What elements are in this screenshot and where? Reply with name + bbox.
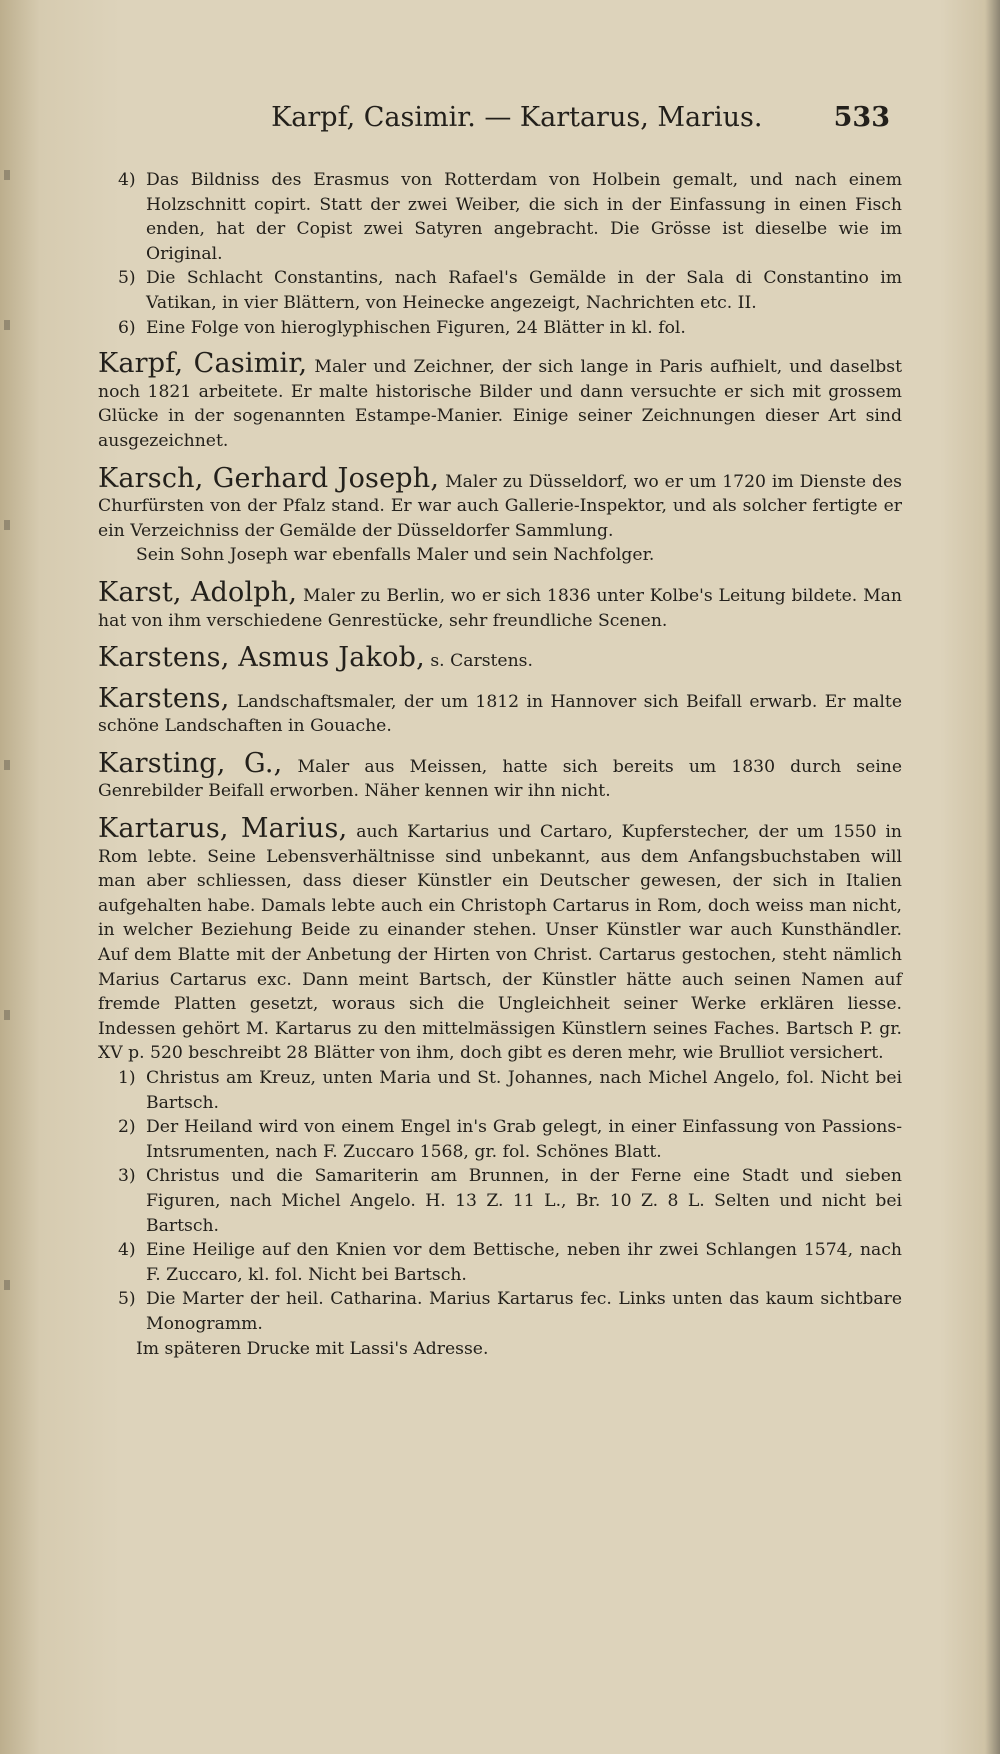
entry-text: auch Kartarius und Cartaro, Kupferstecher, der um 1550 in Rom lebte. Seine Lebensverhältnisse sind unbekannt, aus dem Anfangsbuchstaben will man aber schliessen, dass dieser Künstler ein Deutscher gewesen, der sich in Italien aufgehalten habe. Damals lebte auch ein Christoph Cartarus in Rom, doch weiss man nicht, in welcher Beziehung Beide zu einander stehen. Unser Künstler war auch Kunsthändler. Auf dem Blatte mit der Anbetung der Hirten von Christ. Cartarus gestochen, steht nämlich Marius Cartarus exc. Dann meint Bartsch, der Künstler hätte auch seinen Namen auf fremde Platten gesetzt, woraus sich die Ungleichheit seiner Werke erklären liesse. Indessen gehört M. Kartarus zu den mittelmässigen Künstlern seines Faches. Bartsch P. gr. XV p. 520 beschreibt 28 Blätter von ihm, doch gibt es deren mehr, wie Brulliot versichert. (98, 822, 903, 1064)
page-header (200, 102, 890, 142)
item-text: Die Marter der heil. Catharina. Marius Kartarus fec. Links unten das kaum sichtbare Monogramm. (146, 1289, 902, 1334)
list-item (98, 1164, 902, 1238)
gutter-mark (4, 1280, 10, 1290)
gutter-mark (4, 320, 10, 330)
kartarus-works-list (98, 1066, 902, 1337)
entry-karst (98, 576, 902, 633)
entry-karstens-asmus (98, 642, 902, 674)
entry-heading: Karsting, G., (98, 747, 283, 779)
entry-karsting (98, 747, 902, 804)
entry-text: Maler aus Meissen, hatte sich bereits um 1830 durch seine Genrebilder Beifall erworben. Näher kennen wir ihn nicht. (98, 756, 902, 802)
running-title: Karpf, Casimir. — Kartarus, Marius. (271, 102, 763, 133)
item-text: Christus am Kreuz, unten Maria und St. Johannes, nach Michel Angelo, fol. Nicht bei Bartsch. (146, 1068, 902, 1113)
item-number: 6) (118, 317, 136, 338)
entry-note: Sein Sohn Joseph war ebenfalls Maler und sein Nachfolger. (136, 545, 655, 566)
entry-kartarus (98, 813, 903, 1361)
list-item (98, 1115, 902, 1164)
item-number: 5) (118, 1289, 136, 1310)
gutter-mark (4, 170, 10, 180)
list-item (98, 1066, 902, 1115)
item-number: 3) (118, 1166, 136, 1187)
entry-heading: Karstens, Asmus Jakob, (98, 642, 425, 674)
gutter-mark (4, 520, 10, 530)
entry-karstens (98, 682, 902, 739)
entry-karsch (98, 462, 902, 568)
item-number: 2) (118, 1117, 136, 1138)
entry-heading: Kartarus, Marius, (98, 813, 348, 845)
list-item (98, 1238, 902, 1287)
entry-text: Maler zu Berlin, wo er sich 1836 unter Kolbe's Leitung bildete. Man hat von ihm verschiedene Genrestücke, sehr freundliche Scenen. (98, 585, 902, 631)
list-item (98, 1287, 902, 1336)
entry-heading: Karstens, (98, 682, 230, 714)
list-item (98, 168, 902, 266)
item-text: Der Heiland wird von einem Engel in's Grab gelegt, in einer Einfassung von Passions-Intsrumenten, nach F. Zuccaro 1568, gr. fol. Schönes Blatt. (146, 1117, 902, 1162)
item-text: Die Schlacht Constantins, nach Rafael's Gemälde in der Sala di Constantino im Vatikan, in vier Blättern, von Heinecke angezeigt, Nachrichten etc. II. (146, 268, 902, 313)
item-text: Eine Heilige auf den Knien vor dem Bettische, neben ihr zwei Schlangen 1574, nach F. Zuccaro, kl. fol. Nicht bei Bartsch. (146, 1240, 902, 1285)
entry-text: Maler zu Düsseldorf, wo er um 1720 im Dienste des Churfürsten von der Pfalz stand. Er war auch Gallerie-Inspektor, und als solcher fertigte er ein Verzeichniss der Gemälde der Düsseldorfer Sammlung. (98, 471, 902, 541)
gutter-mark (4, 1010, 10, 1020)
entry-karpf (98, 348, 902, 453)
entry-text: s. Carstens. (430, 651, 533, 672)
item-text: Christus und die Samariterin am Brunnen, in der Ferne eine Stadt und sieben Figuren, nach Michel Angelo. H. 13 Z. 11 L., Br. 10 Z. 8 L. Selten und nicht bei Bartsch. (146, 1166, 902, 1236)
entry-heading: Karst, Adolph, (98, 576, 298, 608)
entry-text: Maler und Zeichner, der sich lange in Paris aufhielt, und daselbst noch 1821 arbeitete. Er malte historische Bilder und dann versuchte er sich mit grossem Glücke in der sogenannten Estampe-Manier. Einige seiner Zeichnungen dieser Art sind ausgezeichnet. (98, 357, 902, 451)
item-number: 4) (118, 1240, 136, 1261)
item-number: 1) (118, 1068, 136, 1088)
entry-heading: Karpf, Casimir, (98, 348, 308, 380)
entry-heading: Karsch, Gerhard Joseph, (98, 462, 440, 494)
entry-sub-note: Im späteren Drucke mit Lassi's Adresse. (136, 1338, 489, 1359)
page-number: 533 (833, 102, 890, 133)
list-item (98, 266, 902, 315)
gutter-mark (4, 760, 10, 770)
entry-text: Landschaftsmaler, der um 1812 in Hannover sich Beifall erwarb. Er malte schöne Landschaften in Gouache. (98, 691, 902, 737)
page-content (98, 168, 902, 1374)
list-item (98, 316, 902, 341)
item-text: Eine Folge von hieroglyphischen Figuren, 24 Blätter in kl. fol. (146, 317, 686, 338)
item-text: Das Bildniss des Erasmus von Rotterdam von Holbein gemalt, und nach einem Holzschnitt copirt. Statt der zwei Weiber, die sich in der Einfassung in einen Fisch enden, hat der Copist zwei Satyren angebracht. Die Grösse ist dieselbe wie im Original. (146, 170, 902, 264)
item-number: 4) (118, 170, 136, 190)
continued-works-list (98, 168, 902, 340)
item-number: 5) (118, 268, 136, 289)
